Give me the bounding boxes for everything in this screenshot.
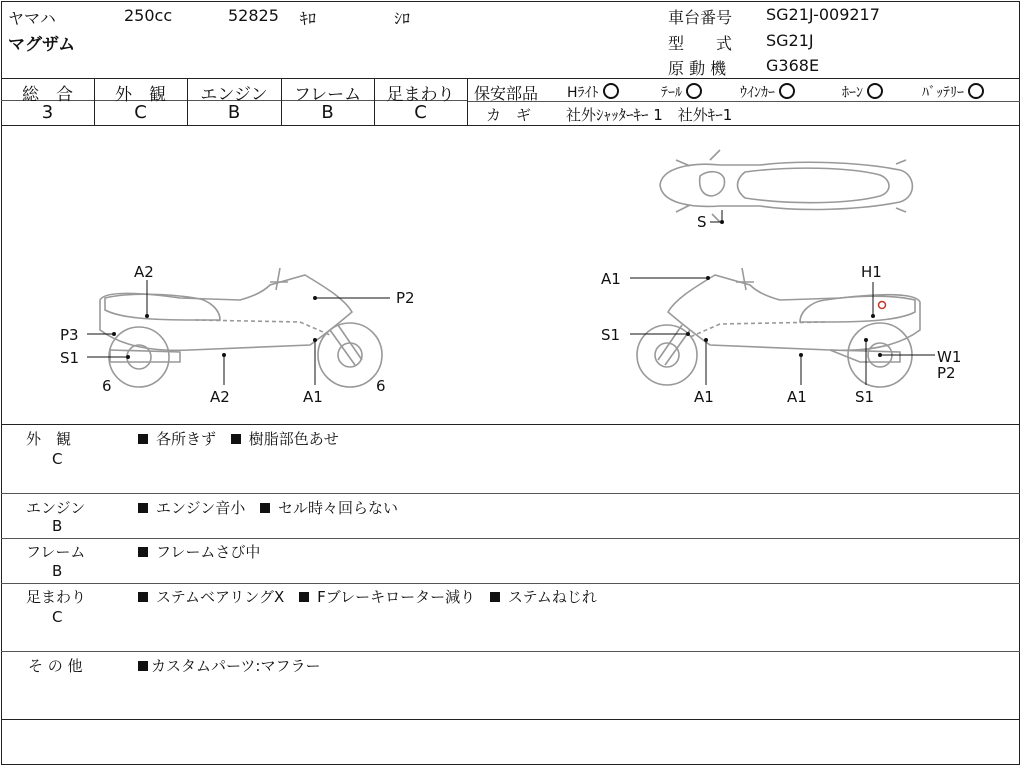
bullet-square-icon: [138, 503, 148, 513]
diagram-label-right-a1-top: A1: [601, 270, 621, 288]
ok-circle-icon: [686, 83, 702, 99]
grade-top-line: [1, 78, 1020, 79]
safety-item-battery-label: ﾊﾞｯﾃﾘｰ: [922, 85, 964, 101]
bullet-square-icon: [138, 547, 148, 557]
remark-item: ステムねじれ: [507, 588, 597, 606]
ok-circle-icon: [968, 83, 984, 99]
diagram-label-left-6b: 6: [376, 377, 386, 395]
diagram-label-right-h1: H1: [861, 263, 882, 281]
damage-mark-icon: [879, 302, 886, 309]
scooter-left-view: [100, 268, 382, 387]
remark-item: カスタムパーツ:マフラー: [151, 657, 321, 675]
frame-no-label: 車台番号: [668, 8, 733, 27]
remark-grade-frame: B: [52, 562, 63, 580]
grade-header-engine: エンジン: [200, 85, 268, 105]
engine-code: G368E: [766, 56, 820, 75]
diagram-label-left-s1: S1: [60, 349, 80, 367]
grade-value-engine: B: [227, 102, 241, 123]
safety-item-headlight-label: Hﾗｲﾄ: [567, 85, 599, 101]
keys-value: 社外ｼｬｯﾀｰｷｰ 1 社外ｷｰ1: [566, 106, 733, 124]
remark-grade-suspension: C: [52, 608, 63, 626]
callout-dots: [112, 220, 882, 359]
remarks-bottom-line: [1, 719, 1020, 720]
ok-circle-icon: [779, 83, 795, 99]
remarks-top-line: [1, 424, 1020, 425]
bullet-square-icon: [490, 592, 500, 602]
safety-item-taillight: [661, 82, 702, 102]
callout-lines: [87, 210, 935, 385]
safety-item-horn: [842, 82, 883, 102]
remark-item: ステムベアリングX: [156, 588, 285, 606]
diagram-label-left-p2: P2: [396, 289, 415, 307]
model-code-label: 型 式: [668, 34, 733, 53]
remark-item: 樹脂部色あせ: [248, 430, 339, 448]
safety-item-battery: [922, 82, 984, 102]
diagram-label-left-6a: 6: [102, 377, 112, 395]
diagram-label-right-s1: S1: [601, 326, 621, 344]
frame-no: SG21J-009217: [766, 5, 880, 24]
remark-item: 各所きず: [156, 430, 217, 448]
remarks-divider: [1, 651, 1020, 652]
grade-value-frame: B: [321, 102, 334, 123]
remark-items-frame: [138, 541, 260, 562]
scooter-right-view: [637, 268, 920, 387]
keys-label: カ ギ: [486, 106, 532, 124]
safety-item-winker: [740, 82, 795, 102]
bullet-square-icon: [260, 503, 270, 513]
diagram-label-left-p3: P3: [60, 326, 79, 344]
damage-diagram: [0, 126, 1022, 422]
safety-item-taillight-label: ﾃｰﾙ: [661, 85, 682, 101]
remark-grade-engine: B: [52, 517, 63, 535]
remark-label-other: そ の 他: [28, 657, 83, 675]
maker: ヤマハ: [8, 9, 56, 28]
remark-label-engine: エンジン: [26, 499, 86, 517]
bullet-square-icon: [231, 434, 241, 444]
remark-item: Fブレーキローター減り: [317, 588, 476, 606]
diagram-label-right-s1-bottom: S1: [855, 388, 875, 406]
diagram-label-right-a1-left: A1: [694, 388, 714, 406]
grade-value-overall: 3: [41, 102, 54, 123]
remark-label-exterior: 外 観: [26, 430, 72, 448]
model-name: マグザム: [8, 35, 76, 55]
ok-circle-icon: [867, 83, 883, 99]
grade-header-frame: フレーム: [293, 85, 362, 105]
engine-code-label: 原 動 機: [668, 59, 727, 78]
diagram-label-left-a2-bottom: A2: [210, 388, 230, 406]
bullet-square-icon: [138, 434, 148, 444]
remarks-divider: [1, 538, 1020, 539]
scooter-top-view: [660, 150, 912, 222]
remarks-divider: [1, 493, 1020, 494]
remark-grade-exterior: C: [52, 450, 63, 468]
remark-label-suspension: 足まわり: [26, 588, 87, 606]
remarks-divider: [1, 583, 1020, 584]
diagram-label-right-p2: P2: [937, 364, 956, 382]
diagram-label-top-s: S: [697, 213, 707, 231]
remark-item: フレームさび中: [156, 543, 261, 561]
remark-item: セル時々回らない: [278, 499, 399, 517]
ok-circle-icon: [603, 83, 619, 99]
safety-item-winker-label: ｳｲﾝｶｰ: [740, 85, 775, 101]
grade-header-exterior: 外 観: [115, 85, 166, 105]
body-color: ｼﾛ: [394, 9, 411, 28]
mileage-unit: ｷﾛ: [300, 9, 317, 28]
safety-item-horn-label: ﾎｰﾝ: [842, 85, 863, 101]
diagram-label-left-a2-top: A2: [134, 263, 154, 281]
bullet-square-icon: [138, 592, 148, 602]
grade-divider: [467, 78, 468, 125]
diagram-label-left-a1: A1: [303, 388, 323, 406]
remark-item: エンジン音小: [156, 499, 246, 517]
remark-items-suspension: [138, 586, 597, 607]
grade-value-exterior: C: [134, 102, 147, 123]
remark-items-other: [138, 655, 320, 676]
diagram-label-right-a1-mid: A1: [787, 388, 807, 406]
safety-item-headlight: [567, 82, 619, 102]
bullet-square-icon: [138, 661, 148, 671]
mileage: 52825: [228, 6, 279, 25]
remark-label-frame: フレーム: [26, 543, 86, 561]
model-code: SG21J: [766, 31, 814, 50]
diagram-label-right-w1: W1: [937, 348, 962, 366]
grade-header-suspension: 足まわり: [386, 85, 455, 105]
grade-header-overall: 総 合: [22, 85, 73, 105]
displacement: 250cc: [124, 6, 173, 25]
safety-label: 保安部品: [474, 84, 539, 103]
remark-items-engine: [138, 497, 398, 518]
grade-value-suspension: C: [414, 102, 427, 123]
remark-items-exterior: [138, 428, 339, 449]
bullet-square-icon: [299, 592, 309, 602]
